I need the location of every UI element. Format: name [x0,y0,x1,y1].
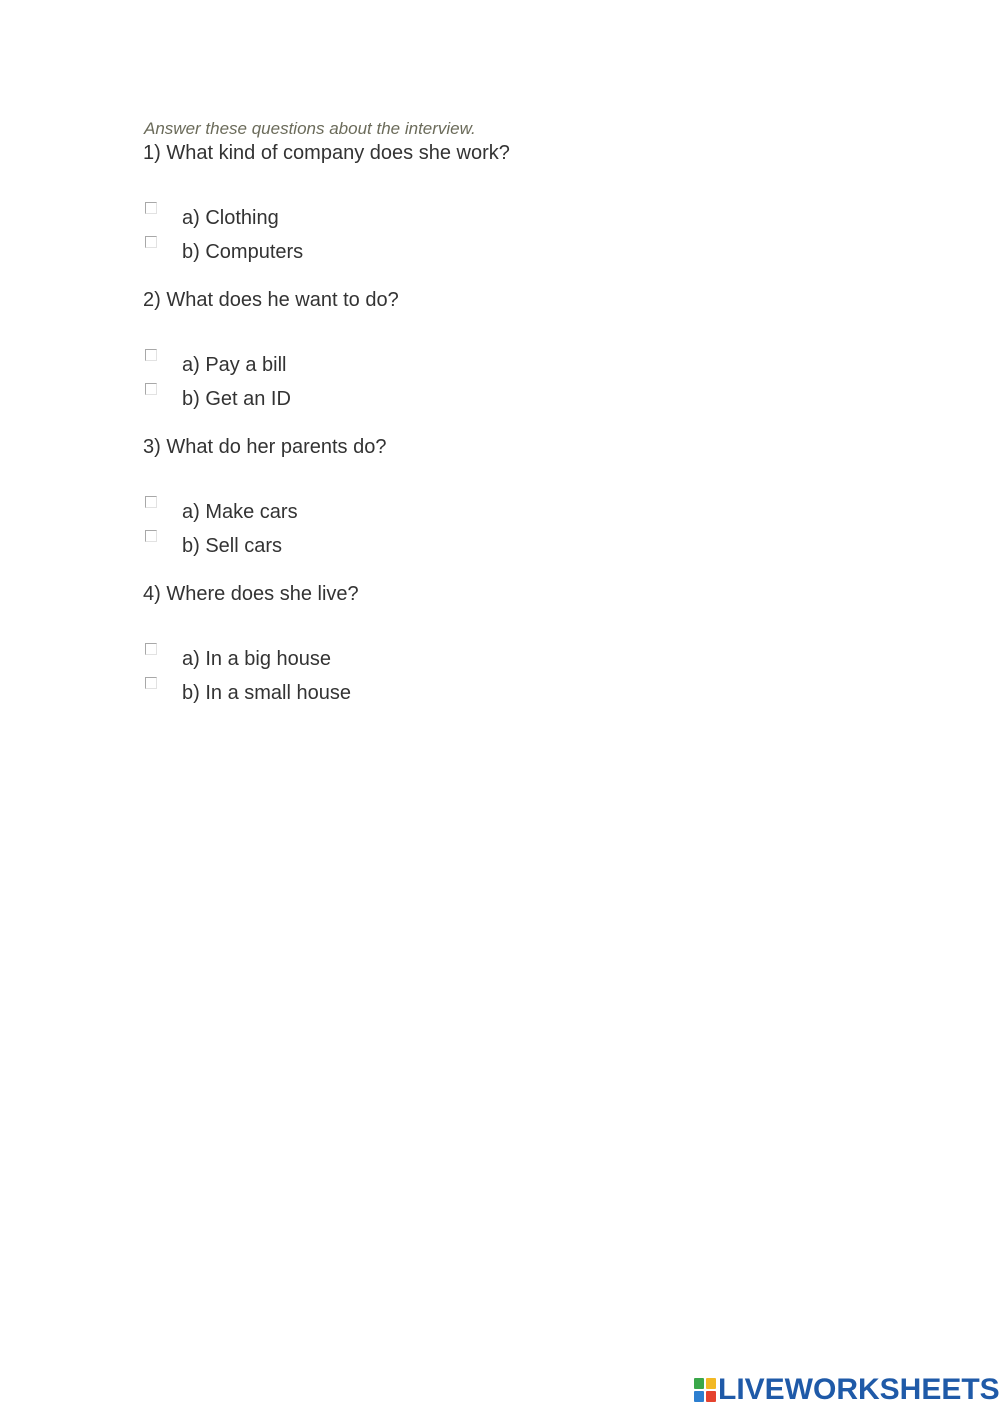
checkbox-q4-b[interactable] [145,677,157,689]
option-q3-b[interactable]: b) Sell cars [182,535,283,557]
checkbox-q2-a[interactable] [145,349,157,361]
option-q2-a[interactable]: a) Pay a bill [182,354,287,376]
logo-square-green [694,1378,704,1389]
question-4: 4) Where does she live? [143,583,359,605]
logo-square-blue [694,1391,704,1402]
checkbox-q1-a[interactable] [145,202,157,214]
checkbox-q3-a[interactable] [145,496,157,508]
option-q3-a[interactable]: a) Make cars [182,501,298,523]
option-q1-a[interactable]: a) Clothing [182,207,279,229]
option-q1-b[interactable]: b) Computers [182,241,304,263]
option-q4-a[interactable]: a) In a big house [182,648,331,670]
question-2: 2) What does he want to do? [143,289,399,311]
logo-square-yellow [706,1378,716,1389]
checkbox-q1-b[interactable] [145,236,157,248]
checkbox-q3-b[interactable] [145,530,157,542]
liveworksheets-logo-icon [694,1378,716,1402]
liveworksheets-brand [694,1374,1000,1406]
instructions-text: Answer these questions about the interview. [144,119,476,138]
logo-square-red [706,1391,716,1402]
question-3: 3) What do her parents do? [143,436,387,458]
question-1: 1) What kind of company does she work? [143,142,510,164]
liveworksheets-brand-text: LIVEWORKSHEETS [718,1373,1000,1406]
option-q2-b[interactable]: b) Get an ID [182,388,291,410]
checkbox-q2-b[interactable] [145,383,157,395]
option-q4-b[interactable]: b) In a small house [182,682,351,704]
checkbox-q4-a[interactable] [145,643,157,655]
